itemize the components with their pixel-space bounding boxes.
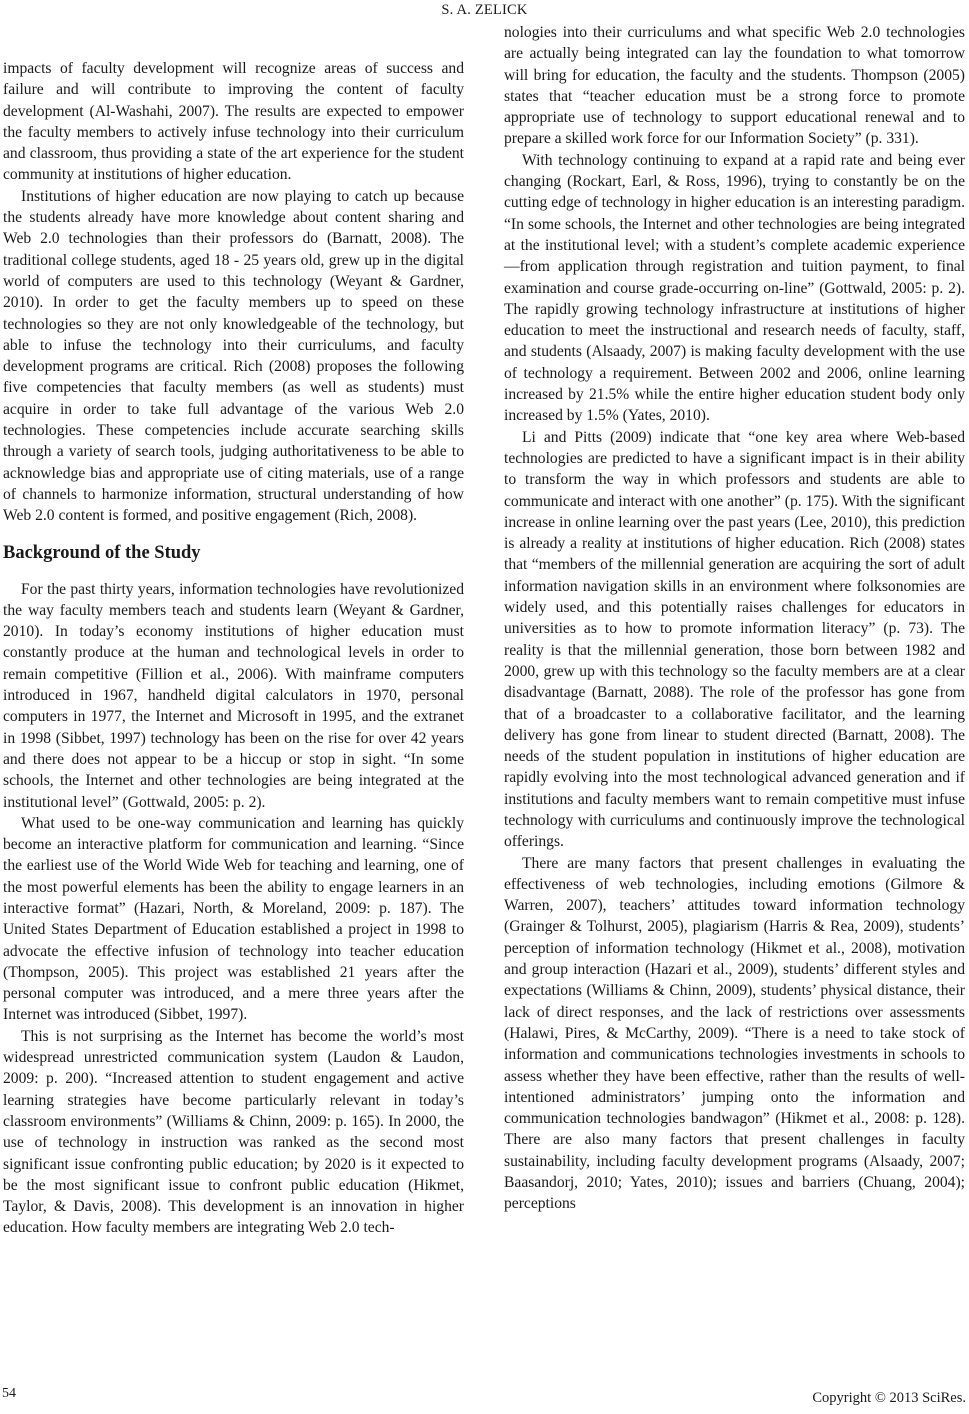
body-paragraph: What used to be one-way communication and learning has quickly become an interactive platform for communication and learning. “Since the earliest use of the World Wide Web for teaching and learning, one of the most powerful elements has been the ability to engage learners in an interactive format” (Hazari, North, & Moreland, 2009: p. 187). The United States Department of Education established a project in 1998 to advocate the effective infusion of technology into teacher education (Thompson, 2005). This project was established 21 years after the personal computer was introduced, and a mere three years after the Internet was introduced (Sibbet, 1997). — [3, 814, 464, 1024]
right-column — [504, 22, 965, 1215]
body-paragraph: With technology continuing to expand at a rapid rate and being ever changing (Rockart, Earl, & Ross, 1996), trying to constantly be on the cutting edge of technology in higher education is an interesting paradigm. “In some schools, the Internet and other technologies are being integrated at the institutional level; with a student’s complete academic experience—from application through registration and tuition payment, to final examination and course grade-occurring on-line” (Gottwald, 2005: p. 2). The rapidly growing technology infrastructure at institutions of higher education to meet the instructional and research needs of faculty, staff, and students (Alsaady, 2007) is making faculty development with the use of technology a requirement. Between 2002 and 2006, online learning increased by 21.5% while the entire higher education student body only increased by 1.5% (Yates, 2010). — [504, 151, 965, 425]
body-paragraph: impacts of faculty development will recognize areas of success and failure and will contribute to improving the content of faculty development (Al-Washahi, 2007). The results are expected to empower the faculty members to actively infuse technology into their curriculum and classroom, thus providing a state of the art experience for the student community at institutions of higher education. — [3, 60, 464, 184]
copyright-notice: Copyright © 2013 SciRes. — [812, 1390, 966, 1406]
body-paragraph: Li and Pitts (2009) indicate that “one key area where Web-based technologies are predicted to have a significant impact is in their ability to transform the way in which professors and students are able to communicate and interact with one another” (p. 175). With the significant increase in online learning over the past years (Lee, 2010), this prediction is already a reality at institutions of higher education. Rich (2008) states that “members of the millennial generation are acquiring the sort of adult information navigation skills in an environment where folksonomies are widely used, and this potentially raises challenges for educators in universities as to how to promote information literacy” (p. 73). The reality is that the millennial generation, those born between 1982 and 2000, grew up with this technology so the faculty members are at a clear disadvantage (Barnatt, 2088). The role of the professor has gone from that of a broadcaster to a collaborative facilitator, and the learning delivery has gone from linear to student directed (Barnatt, 2008). The needs of the student population in institutions of higher education are rapidly evolving into the most technological advanced generation and if institutions and faculty members want to remain competitive must infuse technology with curriculums and continuously improve the technological offerings. — [504, 428, 965, 851]
page-number: 54 — [2, 1386, 16, 1401]
left-column — [3, 58, 464, 1239]
body-paragraph: There are many factors that present challenges in evaluating the effectiveness of web technologies, including emotions (Gilmore & Warren, 2007), teachers’ attitudes toward information technology (Grainger & Tolhurst, 2005), plagiarism (Harris & Rea, 2009), students’ perception of information technology (Hikmet et al., 2008), motivation and group interaction (Hazari et al., 2009), students’ different styles and expectations (Williams & Chinn, 2009), students’ physical distance, their lack of direct responses, and the lack of restrictions over assessments (Halawi, Pires, & McCarthy, 2009). “There is a need to take stock of information and communications technologies investments in schools to assess whether they have been effective, rather than the results of well-intentioned administrators’ jumping onto the information and communication technologies bandwagon” (Hikmet et al., 2008: p. 128). There are also many factors that present challenges in faculty sustainability, including faculty development programs (Alsaady, 2007; Baasandorj, 2010; Yates, 2010); issues and barriers (Chuang, 2004); perceptions — [504, 854, 965, 1213]
section-heading: Background of the Study — [3, 542, 201, 563]
running-head: S. A. ZELICK — [441, 2, 528, 18]
body-paragraph: nologies into their curriculums and what specific Web 2.0 technologies are actually being integrated can lay the foundation to what tomorrow will bring for education, the faculty and the students. Thompson (2005) states that “teacher education must be a strong force to promote appropriate use of technology to support educational renewal and to prepare a skilled work force for our Information Society” (p. 331). — [504, 24, 965, 148]
body-paragraph: Institutions of higher education are now playing to catch up because the students already have more knowledge about content sharing and Web 2.0 technologies than their professors do (Barnatt, 2008). The traditional college students, aged 18 - 25 years old, grew up in the digital world of computers are used to this technology (Weyant & Gardner, 2010). In order to get the faculty members up to speed on these technologies so they are not only knowledgeable of the technology, but able to infuse the technology into their curriculums, and faculty development programs are critical. Rich (2008) proposes the following five competencies that faculty members (as well as students) must acquire in order to take full advantage of the various Web 2.0 technologies. These competencies include accurate searching skills through a variety of search tools, judging authoritativeness to be able to acknowledge bias and appropriate use of citing materials, use of a range of channels to harmonize information, structural understanding of how Web 2.0 content is formed, and positive engagement (Rich, 2008). — [3, 187, 464, 525]
body-paragraph: This is not surprising as the Internet has become the world’s most widespread unrestricted communication system (Laudon & Laudon, 2009: p. 200). “Increased attention to student engagement and active learning strategies have become particularly relevant in today’s classroom environments” (Williams & Chinn, 2009: p. 165). In 2000, the use of technology in instruction was ranked as the second most significant issue confronting public education; by 2020 is it expected to be the most significant issue to confront public education (Hikmet, Taylor, & Davis, 2008). This development is an innovation in higher education. How faculty members are integrating Web 2.0 tech- — [3, 1027, 464, 1237]
body-paragraph: For the past thirty years, information technologies have revolutionized the way faculty members teach and students learn (Weyant & Gardner, 2010). In today’s economy institutions of higher education must constantly produce at the human and technological levels in order to remain competitive (Fillion et al., 2006). With mainframe computers introduced in 1967, handheld digital calculators in 1970, personal computers in 1977, the Internet and Microsoft in 1995, and the extranet in 1998 (Sibbet, 1997) technology has been on the rise for over 42 years and there does not appear to be a hiccup or stop in sight. “In some schools, the Internet and other technologies are being integrated at the institutional level” (Gottwald, 2005: p. 2). — [3, 580, 464, 811]
